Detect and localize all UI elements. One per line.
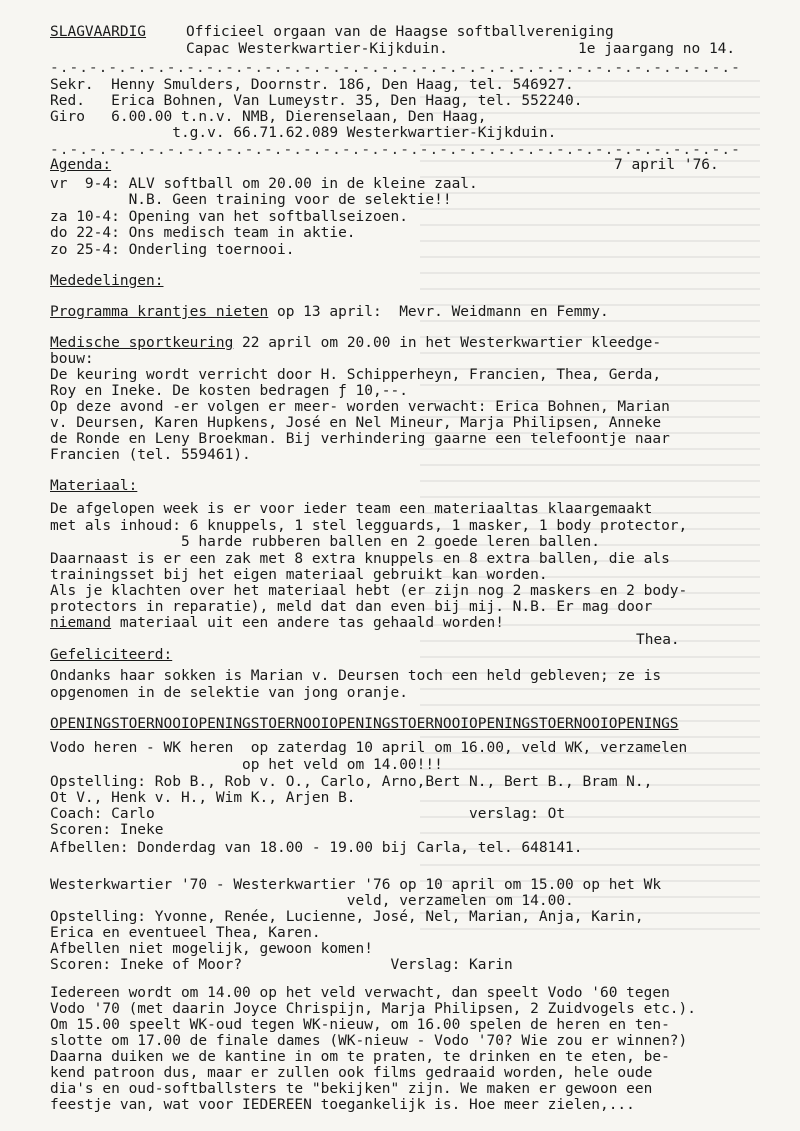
opening-banner: OPENINGSTOERNOOIOPENINGSTOERNOOIOPENINGSTOERNOOIOPENINGSTOERNOOIOPENINGS: [50, 716, 679, 732]
programma-text: op 13 april: Mevr. Weidmann en Femmy.: [268, 304, 609, 320]
medisch-text-line: de Ronde en Leny Broekman. Bij verhindering gaarne een telefoontje naar: [50, 431, 670, 447]
opening-women-line: veld, verzamelen om 14.00.: [50, 893, 574, 909]
medisch-text-line: Op deze avond -er volgen er meer- worden verwacht: Erica Bohnen, Marian: [50, 399, 670, 415]
medisch-text-line: bouw:: [50, 351, 94, 367]
materiaal-text-line: trainingsset bij het eigen materiaal gebruikt kan worden.: [50, 567, 548, 583]
mededelingen-heading: Mededelingen:: [50, 273, 164, 289]
materiaal-text-line: Als je klachten over het materiaal hebt (er zijn nog 2 maskers en 2 body-: [50, 583, 688, 599]
contact-editor: Red. Erica Bohnen, Van Lumeystr. 35, Den Haag, tel. 552240.: [50, 93, 583, 109]
agenda-item: N.B. Geen training voor de selektie!!: [50, 192, 452, 208]
separator-bottom: -.-.-.-.-.-.-.-.-.-.-.-.-.-.-.-.-.-.-.-.-.-.-.-.-.-.-.-.-.-.-.-.-.-.-.-: [50, 142, 741, 158]
opening-women-line: Westerkwartier '70 - Westerkwartier '76 op 10 april om 15.00 op het Wk: [50, 877, 662, 893]
materiaal-last-line: [50, 615, 504, 631]
issue-number: 1e jaargang no 14.: [578, 41, 736, 57]
opening-women-line: Afbellen niet mogelijk, gewoon komen!: [50, 941, 374, 957]
materiaal-text-line: protectors in reparatie), meld dat dan even bij mij. N.B. Er mag door: [50, 599, 653, 615]
agenda-item: do 22-4: Ons medisch team in aktie.: [50, 225, 356, 241]
medisch-heading: Medische sportkeuring: [50, 335, 234, 351]
agenda-item: za 10-4: Opening van het softballseizoen.: [50, 209, 408, 225]
opening-men-line: Coach: Carlo verslag: Ot: [50, 806, 566, 822]
materiaal-text-line: met als inhoud: 6 knuppels, 1 stel legguards, 1 masker, 1 body protector,: [50, 518, 688, 534]
contact-giro: Giro 6.00.00 t.n.v. NMB, Dierenselaan, Den Haag,: [50, 109, 487, 125]
materiaal-text-line: 5 harde rubberen ballen en 2 goede leren ballen.: [50, 534, 600, 550]
opening-program-line: dia's en oud-softballsters te "bekijken" zijn. We maken er gewoon een: [50, 1081, 653, 1097]
masthead-line-1: Officieel orgaan van de Haagse softballvereniging: [186, 24, 614, 40]
opening-men-line: Scoren: Ineke: [50, 822, 164, 838]
materiaal-text-line: De afgelopen week is er voor ieder team een materiaaltas klaargemaakt: [50, 501, 653, 517]
materiaal-text-line: Daarnaast is er een zak met 8 extra knuppels en 8 extra ballen, die als: [50, 551, 670, 567]
agenda-item: vr 9-4: ALV softball om 20.00 in de kleine zaal.: [50, 176, 478, 192]
medisch-text-line: v. Deursen, Karen Hupkens, José en Nel Mineur, Marja Philipsen, Anneke: [50, 415, 662, 431]
gefeliciteerd-text-line: Ondanks haar sokken is Marian v. Deursen toch een held gebleven; ze is: [50, 668, 662, 684]
opening-men-line: Ot V., Henk v. H., Wim K., Arjen B.: [50, 790, 356, 806]
niemand-word: niemand: [50, 615, 112, 631]
programma-line: [50, 304, 609, 320]
gefeliciteerd-heading: Gefeliciteerd:: [50, 647, 173, 663]
contact-secretary: Sekr. Henny Smulders, Doornstr. 186, Den Haag, tel. 546927.: [50, 77, 574, 93]
separator-top: -.-.-.-.-.-.-.-.-.-.-.-.-.-.-.-.-.-.-.-.-.-.-.-.-.-.-.-.-.-.-.-.-.-.-.-: [50, 60, 741, 76]
materiaal-signature: Thea.: [636, 632, 680, 648]
agenda-item: zo 25-4: Onderling toernooi.: [50, 242, 295, 258]
opening-men-line: op het veld om 14.00!!!: [50, 757, 443, 773]
programma-heading: Programma krantjes nieten: [50, 304, 269, 320]
opening-men-line: Opstelling: Rob B., Rob v. O., Carlo, Arno,Bert N., Bert B., Bram N.,: [50, 774, 653, 790]
medisch-line: [50, 335, 661, 351]
medisch-text-line: De keuring wordt verricht door H. Schipperheyn, Francien, Thea, Gerda,: [50, 367, 662, 383]
opening-men-line: Vodo heren - WK heren op zaterdag 10 april om 16.00, veld WK, verzamelen: [50, 740, 688, 756]
opening-program-line: slotte om 17.00 de finale dames (WK-nieuw - Vodo '70? Wie zou er winnen?): [50, 1033, 688, 1049]
medisch-text-line: Francien (tel. 559461).: [50, 447, 251, 463]
opening-program-line: kend patroon dus, maar er zullen ook films gedraaid worden, hele oude: [50, 1065, 653, 1081]
agenda-heading: Agenda:: [50, 157, 112, 173]
medisch-text: 22 april om 20.00 in het Westerkwartier kleedge-: [233, 335, 662, 351]
gefeliciteerd-text-line: opgenomen in de selektie van jong oranje.: [50, 685, 408, 701]
opening-women-line: Scoren: Ineke of Moor? Verslag: Karin: [50, 957, 513, 973]
agenda-date: 7 april '76.: [614, 157, 719, 173]
opening-program-line: Om 15.00 speelt WK-oud tegen WK-nieuw, om 16.00 spelen de heren en ten-: [50, 1017, 670, 1033]
opening-women-line: Erica en eventueel Thea, Karen.: [50, 925, 321, 941]
materiaal-last-text: materiaal uit een andere tas gehaald worden!: [111, 615, 504, 631]
opening-program-line: Iedereen wordt om 14.00 op het veld verwacht, dan speelt Vodo '60 tegen: [50, 985, 670, 1001]
opening-program-line: feestje van, wat voor IEDEREEN toegankelijk is. Hoe meer zielen,...: [50, 1097, 635, 1113]
materiaal-heading: Materiaal:: [50, 478, 138, 494]
opening-program-line: Vodo '70 (met daarin Joyce Chrispijn, Marja Philipsen, 2 Zuidvogels etc.).: [50, 1001, 697, 1017]
masthead-line-2: Capac Westerkwartier-Kijkduin.: [186, 41, 448, 57]
masthead-title: SLAGVAARDIG: [50, 24, 147, 40]
opening-women-line: Opstelling: Yvonne, Renée, Lucienne, José, Nel, Marian, Anja, Karin,: [50, 909, 644, 925]
contact-giro-account: t.g.v. 66.71.62.089 Westerkwartier-Kijkduin.: [50, 125, 557, 141]
medisch-text-line: Roy en Ineke. De kosten bedragen ƒ 10,--.: [50, 383, 408, 399]
opening-men-line: Afbellen: Donderdag van 18.00 - 19.00 bij Carla, tel. 648141.: [50, 840, 583, 856]
opening-program-line: Daarna duiken we de kantine in om te praten, te drinken en te eten, be-: [50, 1049, 670, 1065]
